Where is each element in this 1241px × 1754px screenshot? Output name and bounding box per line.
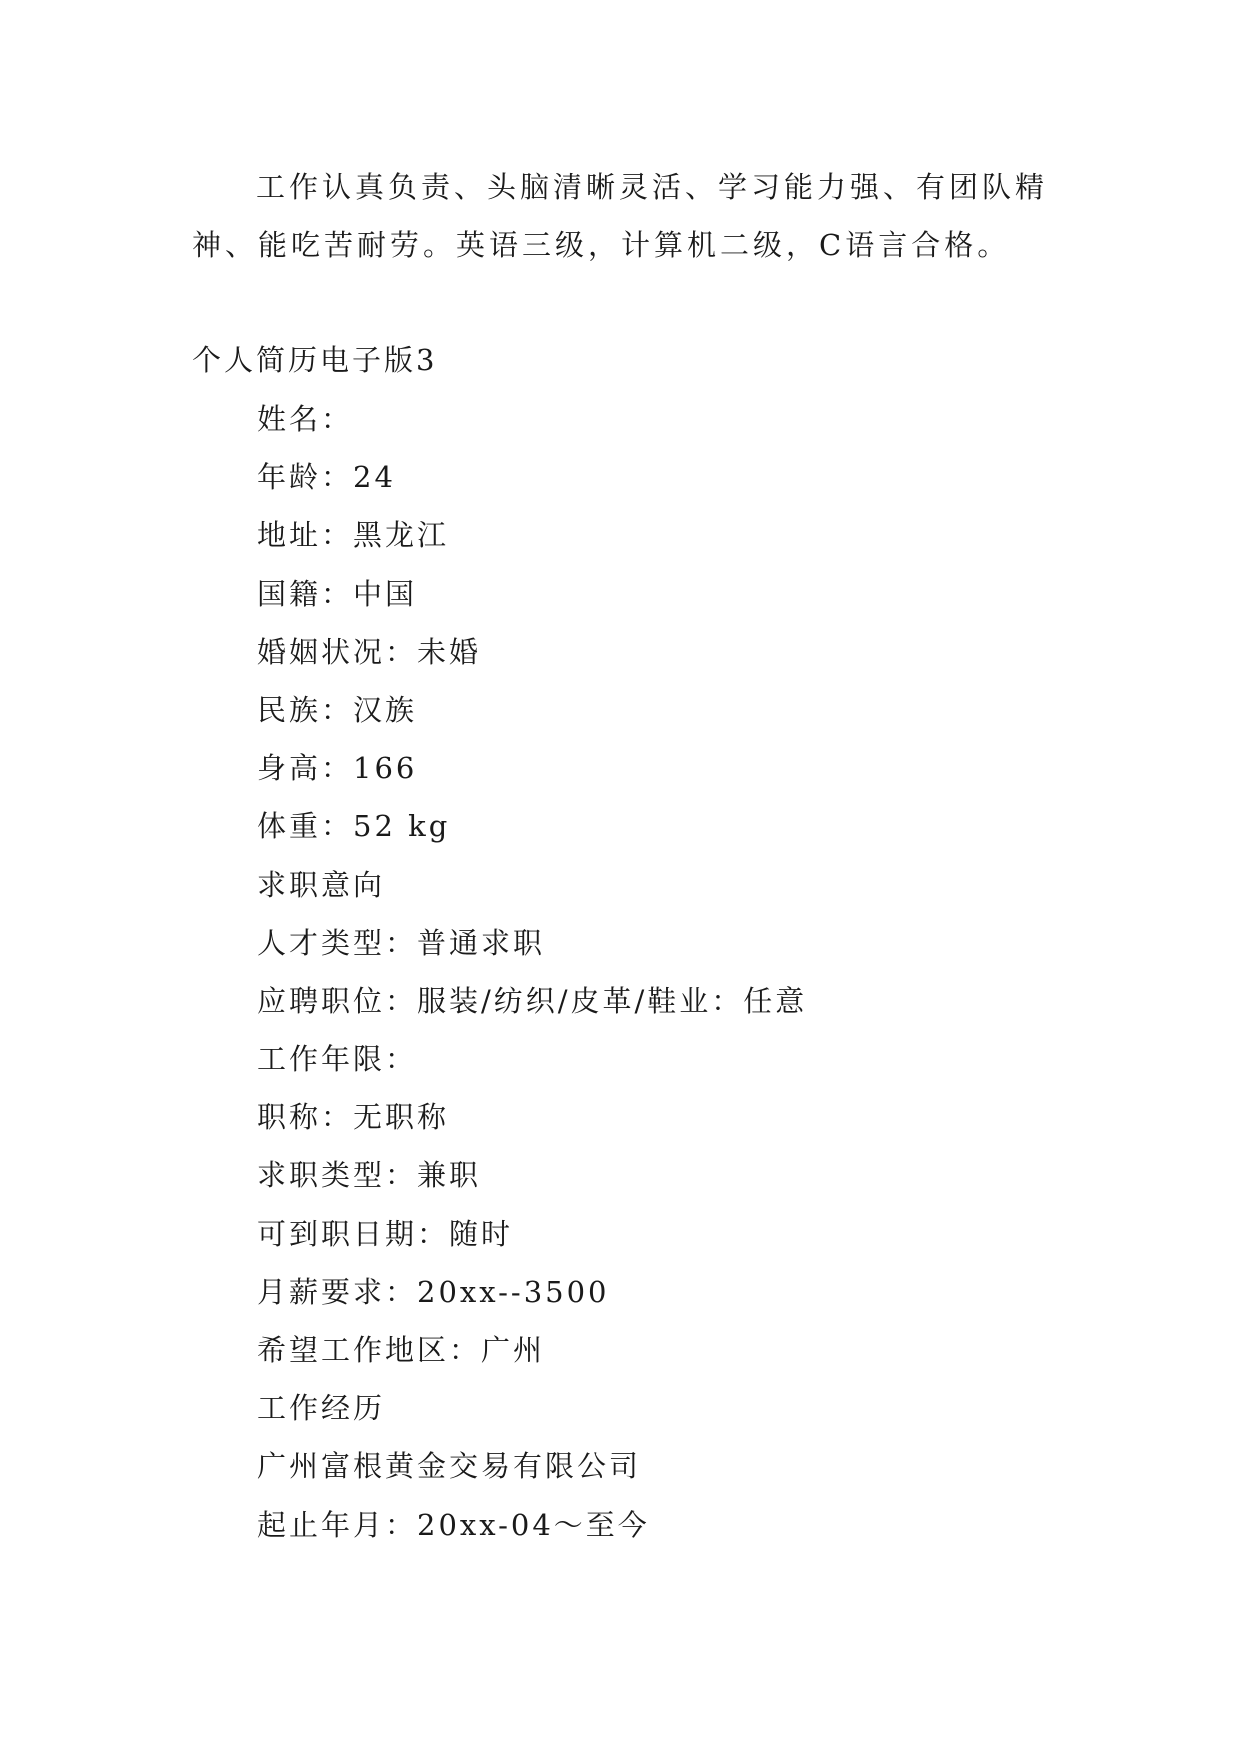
heading-work-experience: 工作经历 xyxy=(257,1391,386,1426)
field-job-title: 职称：无职称 xyxy=(257,1100,450,1135)
field-available-date: 可到职日期：随时 xyxy=(257,1216,514,1251)
intro-paragraph: 工作认真负责、头脑清晰灵活、学习能力强、有团队精神、能吃苦耐劳。英语三级，计算机二级，C语言合格。 xyxy=(192,170,1049,262)
field-ethnicity: 民族：汉族 xyxy=(257,692,418,727)
field-company-name: 广州富根黄金交易有限公司 xyxy=(257,1449,642,1484)
field-address: 地址：黑龙江 xyxy=(257,518,450,553)
resume-fields xyxy=(257,398,807,1562)
section-title: 个人简历电子版3 xyxy=(192,343,438,377)
field-nationality: 国籍：中国 xyxy=(257,576,418,611)
field-employment-period: 起止年月：20xx-04～至今 xyxy=(257,1507,650,1542)
field-preferred-location: 希望工作地区：广州 xyxy=(257,1333,546,1367)
field-age: 年龄：24 xyxy=(257,460,396,495)
heading-job-intention: 求职意向 xyxy=(257,867,386,902)
field-marital-status: 婚姻状况：未婚 xyxy=(257,634,482,669)
field-position-applied: 应聘职位：服装/纺织/皮革/鞋业：任意 xyxy=(257,983,808,1018)
field-job-type: 求职类型：兼职 xyxy=(257,1158,482,1193)
field-talent-type: 人才类型：普通求职 xyxy=(257,925,546,960)
field-name: 姓名： xyxy=(257,402,354,436)
field-years-of-work: 工作年限： xyxy=(257,1042,418,1077)
field-height: 身高：166 xyxy=(257,751,418,786)
field-salary-expectation: 月薪要求：20xx--3500 xyxy=(257,1274,610,1309)
field-weight: 体重：52 kg xyxy=(257,809,451,844)
